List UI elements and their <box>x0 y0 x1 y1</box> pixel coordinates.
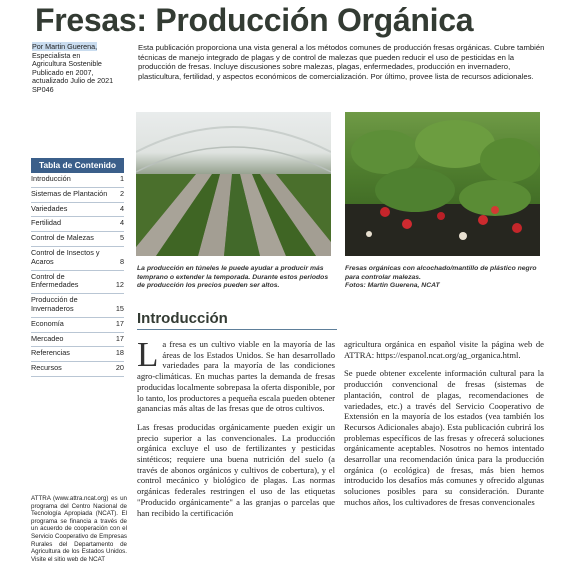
toc-heading: Tabla de Contenido <box>31 158 124 173</box>
section-heading: Introducción <box>137 310 228 327</box>
author-line: Especialista en <box>32 50 81 60</box>
caption-text: Fresas orgánicas con alcochado/mantillo de plástico negro para controlar malezas. <box>345 265 537 281</box>
author-name: Por Martin Guerena, <box>32 42 98 51</box>
plastic-mulch-photo <box>345 112 540 256</box>
toc-item[interactable]: Referencias 18 <box>31 347 124 362</box>
toc-item[interactable]: Mercadeo 17 <box>31 333 124 348</box>
photo-caption-right <box>345 265 545 291</box>
author-line: Publicado en 2007, <box>32 67 94 77</box>
toc-item[interactable]: Control de Enfermedades 12 <box>31 271 124 295</box>
toc-item[interactable]: Variedades 4 <box>31 203 124 218</box>
author-line: actualizado Julio de 2021 <box>32 76 114 86</box>
body-paragraph: Las fresas producidas orgánicamente pueden exigir un precio superior a las convencionales. La producción orgánica excluye el uso de fertilizantes y pesticidas sintéticos; requiere una buena nutrición del suelo (a través de abonos orgánicos y cultivos de cobertura), y el control mecánico y biológico de plagas. Las normas orgánicas federales restringen el uso de las etiquetas "Producido orgánicamente" a las granjas o parcelas que han recibido la certificación <box>137 421 335 518</box>
body-paragraph: Se puede obtener excelente información cultural para la producción convencional de fresas (sistemas de plantación, control de plagas, recomendaciones de variedades, etc.) a través del Servicio Cooperativo de Extensión en la mayoría de los estados (vea también los Recursos Adicionales abajo). Esta publicación cubrirá los problemas específicos de las fresas y ofrecerá soluciones orgánicamente aceptables. Nosotros no hemos intentado desarrollar una recomendación única para la producción orgánica (o ecológica) de fresas, más bien hemos introducido los desafíos más comunes y ofrecido algunas soluciones posibles para su consideración. Durante muchos años, los cultivadores de fresas convencionales <box>344 368 544 507</box>
toc-item[interactable]: Producción de Invernaderos 15 <box>31 294 124 318</box>
intro-summary: Esta publicación proporciona una vista general a los métodos comunes de producción fresas orgánicas. Cubre también técnicas de manejo integrado de plagas y de control de malezas que pueden reducir el uso de pesticidas en la producción de fresas. Incluye discusiones sobre malezas, plagas, enfermedades, producción en invernadero, plasticultura, fertilidad, y aspectos económicos de comercialización. Por último, provee lista de recursos adicionales. <box>138 43 545 81</box>
toc-item[interactable]: Introducción 1 <box>31 173 124 188</box>
tunnel-production-photo <box>136 112 331 256</box>
toc-item[interactable]: Control de Insectos y Acaros 8 <box>31 247 124 271</box>
publication-code: SP046 <box>32 84 54 94</box>
drop-cap: L <box>137 335 159 374</box>
toc-item[interactable]: Recursos 20 <box>31 362 124 377</box>
table-of-contents <box>31 158 124 377</box>
attra-sidenote: ATTRA (www.attra.ncat.org) es un programa del Centro Nacional de Tecnología Apropiada (NCAT). El programa se financia a través de un acuerdo de cooperación con el Servicio Cooperativo de Empresas Rurales del Departamento de Agricultura de los Estados Unidos. Visite el sitio web de NCAT <box>31 495 127 563</box>
body-paragraph: La fresa es un cultivo viable en la mayoría de las áreas de los Estados Unidos. Se han desarrollado variedades para la mayoría de las condiciones agro-climáticas. En muchas partes la demanda de fresas producidas localmente sobrepasa la oferta disponible, por lo tanto, los productores a pequeña escala pueden obtener ganancias más altas de las fresas que de otros cultivos. <box>137 335 335 414</box>
section-divider <box>137 329 337 330</box>
body-paragraph: agricultura orgánica en español visite la página web de ATTRA: https://espanol.ncat.org/ag_organica.html. <box>344 339 544 360</box>
page-title: Fresas: Producción Orgánica <box>35 2 474 38</box>
toc-item[interactable]: Sistemas de Plantación 2 <box>31 188 124 203</box>
strawberry-illustration <box>345 112 540 256</box>
author-block <box>32 43 132 95</box>
body-column-right <box>344 339 544 516</box>
toc-item[interactable]: Control de Malezas 5 <box>31 232 124 247</box>
toc-item[interactable]: Fertilidad 4 <box>31 217 124 232</box>
body-column-left <box>137 335 335 526</box>
author-line: Agricultura Sostenible <box>32 59 102 69</box>
photo-caption-left: La producción en túneles le puede ayudar a producir más temprano o extender la temporada. Durante estos periodos de producción los precios pueden ser altos. <box>137 265 329 290</box>
tunnel-illustration <box>136 112 331 256</box>
photo-credit: Fotos: Martin Guerena, NCAT <box>345 282 440 290</box>
toc-item[interactable]: Economía 17 <box>31 318 124 333</box>
